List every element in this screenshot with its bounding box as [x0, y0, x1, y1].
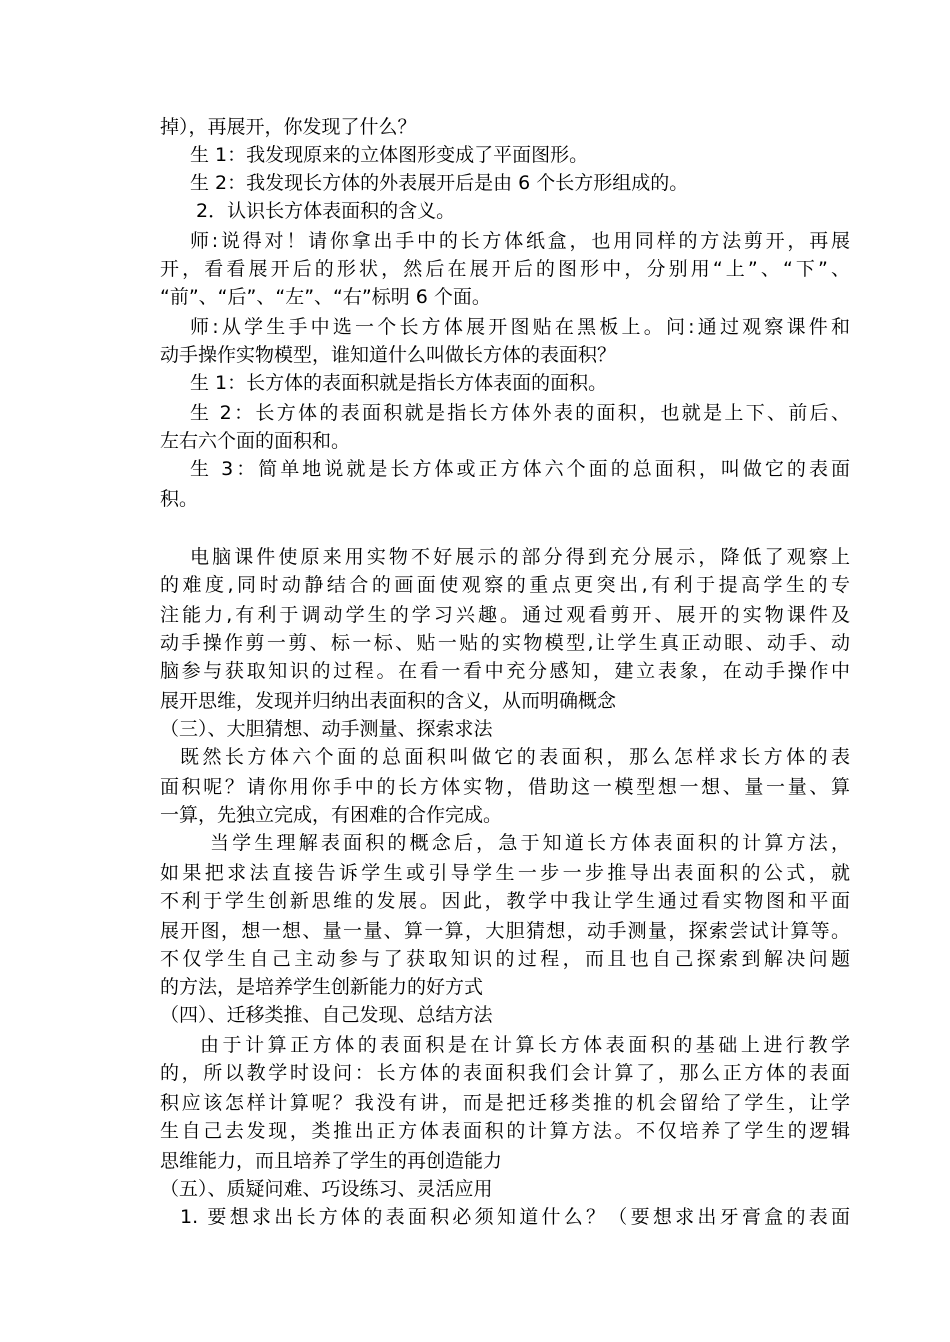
text-line: 的难度,同时动静结合的画面使观察的重点更突出,有利于提高学生的专 [160, 574, 850, 596]
text-line: 既然长方体六个面的总面积叫做它的表面积，那么怎样求长方体的表 [180, 746, 850, 768]
text-line: 当学生理解表面积的概念后，急于知道长方体表面积的计算方法， [210, 832, 850, 854]
text-line: 生 1：我发现原来的立体图形变成了平面图形。 [190, 144, 589, 166]
text-line: 如果把求法直接告诉学生或引导学生一步一步推导出表面积的公式，就 [160, 862, 850, 884]
text-line: 生自己去发现，类推出正方体表面积的计算方法。不仅培养了学生的逻辑 [160, 1120, 850, 1142]
text-line: 不利于学生创新思维的发展。因此，教学中我让学生通过看实物图和平面 [160, 890, 850, 912]
text-line: 生 3：简单地说就是长方体或正方体六个面的总面积，叫做它的表面 [190, 458, 850, 480]
text-line: 一算，先独立完成，有困难的合作完成。 [160, 804, 503, 826]
section-heading: （四）、迁移类推、自己发现、总结方法 [160, 1004, 493, 1026]
text-line: 积。 [160, 488, 199, 510]
text-line: 脑参与获取知识的过程。在看一看中充分感知，建立表象，在动手操作中 [160, 660, 850, 682]
text-line: 的方法，是培养学生创新能力的好方式 [160, 976, 484, 998]
text-line: 1. 要想求出长方体的表面积必须知道什么？（要想求出牙膏盒的表面 [180, 1206, 850, 1228]
section-heading: 2．认识长方体表面积的含义。 [196, 200, 456, 222]
text-line: 面积呢？请你用你手中的长方体实物，借助这一模型想一想、量一量、算 [160, 776, 850, 798]
text-line: 左右六个面的面积和。 [160, 430, 351, 452]
section-heading: （三）、大胆猜想、动手测量、探索求法 [160, 718, 493, 740]
text-line: 掉），再展开，你发现了什么？ [160, 116, 417, 138]
text-line: 展开思维，发现并归纳出表面积的含义，从而明确概念 [160, 690, 617, 712]
text-line: 生 1：长方体的表面积就是指长方体表面的面积。 [190, 372, 608, 394]
text-line: 展开图，想一想、量一量、算一算，大胆猜想，动手测量，探索尝试计算等。 [160, 920, 850, 942]
text-line: 注能力,有利于调动学生的学习兴趣。通过观看剪开、展开的实物课件及 [160, 604, 850, 626]
section-heading: （五）、质疑问难、巧设练习、灵活应用 [160, 1178, 493, 1200]
text-line: 生 2：我发现长方体的外表展开后是由 6 个长方形组成的。 [190, 172, 689, 194]
text-line: 的，所以教学时设问：长方体的表面积我们会计算了，那么正方体的表面 [160, 1062, 850, 1084]
text-line: 积应该怎样计算呢？我没有讲，而是把迁移类推的机会留给了学生，让学 [160, 1092, 850, 1114]
text-line: 师:从学生手中选一个长方体展开图贴在黑板上。问:通过观察课件和 [190, 316, 850, 338]
text-line: 动手操作实物模型，谁知道什么叫做长方体的表面积？ [160, 344, 617, 366]
text-line: 师:说得对！请你拿出手中的长方体纸盒，也用同样的方法剪开，再展 [190, 230, 850, 252]
text-line: 动手操作剪一剪、标一标、贴一贴的实物模型,让学生真正动眼、动手、动 [160, 632, 850, 654]
text-line: 开，看看展开后的形状，然后在展开后的图形中，分别用“上”、“下”、 [160, 258, 850, 280]
text-line: 思维能力，而且培养了学生的再创造能力 [160, 1150, 503, 1172]
text-line: 由于计算正方体的表面积是在计算长方体表面积的基础上进行教学 [200, 1034, 850, 1056]
text-line: 生 2：长方体的表面积就是指长方体外表的面积，也就是上下、前后、 [190, 402, 850, 424]
text-line: “前”、“后”、“左”、“右”标明 6 个面。 [160, 286, 491, 308]
text-line: 电脑课件使原来用实物不好展示的部分得到充分展示，降低了观察上 [190, 546, 850, 568]
text-line: 不仅学生自己主动参与了获取知识的过程，而且也自己探索到解决问题 [160, 948, 850, 970]
